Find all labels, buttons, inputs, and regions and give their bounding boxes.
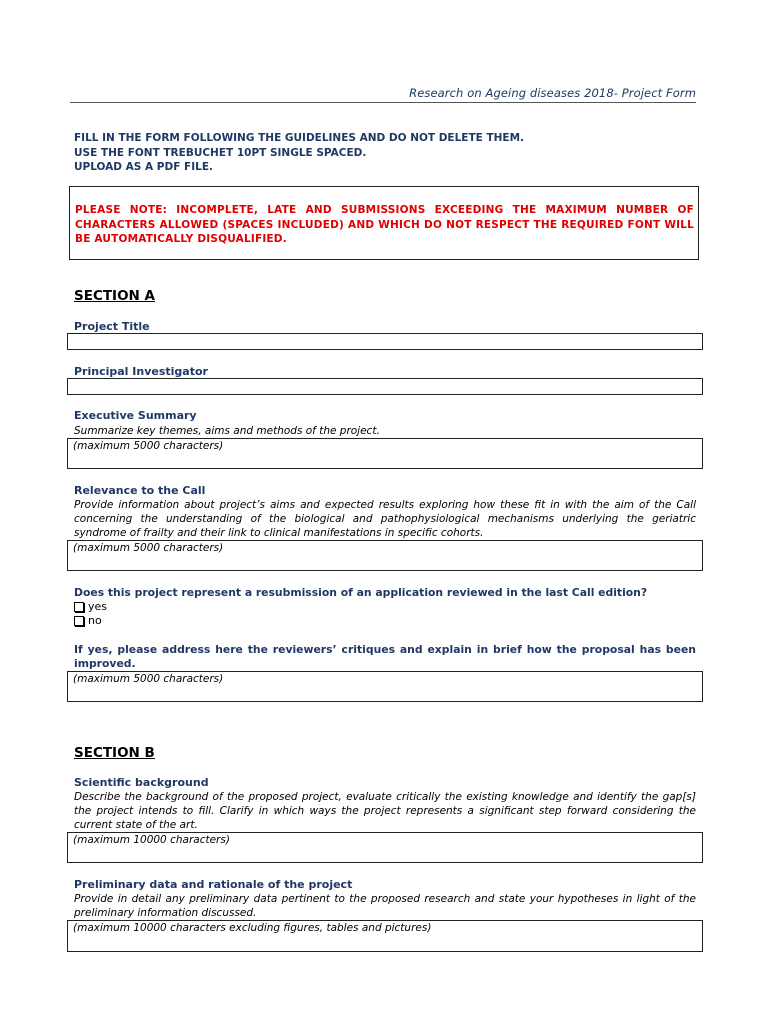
critiques-field[interactable]	[67, 671, 703, 702]
warning-box	[69, 186, 699, 260]
option-yes-label: yes	[88, 600, 108, 613]
relevance-hint: (maximum 5000 characters)	[73, 542, 224, 554]
executive-summary-hint: (maximum 5000 characters)	[73, 440, 224, 452]
resubmission-option-yes[interactable]	[74, 600, 107, 613]
executive-summary-field[interactable]	[67, 438, 703, 469]
guideline-line: FILL IN THE FORM FOLLOWING THE GUIDELINES AND DO NOT DELETE THEM.	[74, 132, 525, 144]
critiques-hint: (maximum 5000 characters)	[73, 673, 224, 685]
guidelines	[74, 131, 524, 175]
principal-investigator-field[interactable]	[67, 378, 703, 395]
guideline-line: USE THE FONT TREBUCHET 10PT SINGLE SPACED.	[74, 146, 367, 159]
project-title-field[interactable]	[67, 333, 703, 350]
scientific-background-description: Describe the background of the proposed project, evaluate critically the existing knowledge and identify the gap[s] the project intends to fill. Clarify in which ways the project represents a significant step forward considering the current state of the art.	[74, 791, 696, 832]
scientific-background-hint: (maximum 10000 characters)	[73, 834, 230, 846]
critiques-question: If yes, please address here the reviewers’ critiques and explain in brief how the proposal has been improved.	[74, 643, 696, 670]
executive-summary-label: Executive Summary	[74, 409, 197, 422]
resubmission-option-no[interactable]	[74, 614, 102, 627]
section-b-heading: SECTION B	[74, 745, 155, 761]
executive-summary-description: Summarize key themes, aims and methods of the project.	[74, 425, 380, 437]
resubmission-question: Does this project represent a resubmission of an application reviewed in the last Call edition?	[74, 586, 648, 599]
relevance-description: Provide information about project’s aims and expected results exploring how these fit in with the aim of the Call concerning the understanding of the biological and pathophysiological mechanisms underlying the geriatric syndrome of frailty and their link to clinical manifestations in specific cohorts.	[74, 499, 696, 540]
checkbox-icon[interactable]	[74, 602, 84, 612]
option-no-label: no	[88, 614, 102, 627]
scientific-background-label: Scientific background	[74, 776, 209, 789]
project-title-label: Project Title	[74, 320, 150, 333]
principal-investigator-label: Principal Investigator	[74, 365, 208, 378]
guideline-line: UPLOAD AS A PDF FILE.	[74, 161, 213, 173]
section-a-heading: SECTION A	[74, 288, 156, 304]
relevance-field[interactable]	[67, 540, 703, 571]
checkbox-icon[interactable]	[74, 616, 84, 626]
running-header: Research on Ageing diseases 2018- Project Form	[70, 86, 696, 103]
scientific-background-field[interactable]	[67, 832, 703, 863]
relevance-label: Relevance to the Call	[74, 484, 206, 497]
warning-text: PLEASE NOTE: INCOMPLETE, LATE AND SUBMISSIONS EXCEEDING THE MAXIMUM NUMBER OF CHARACTERS ALLOWED (SPACES INCLUDED) AND WHICH DO NOT RESPECT THE REQUIRED FONT WILL BE AUTOMATICALLY DISQUALIFIED.	[75, 204, 694, 245]
preliminary-data-label: Preliminary data and rationale of the project	[74, 878, 353, 891]
preliminary-data-field[interactable]	[67, 920, 703, 952]
preliminary-data-hint: (maximum 10000 characters excluding figures, tables and pictures)	[73, 922, 432, 934]
preliminary-data-description: Provide in detail any preliminary data pertinent to the proposed research and state your hypotheses in light of the preliminary information discussed.	[74, 893, 696, 920]
